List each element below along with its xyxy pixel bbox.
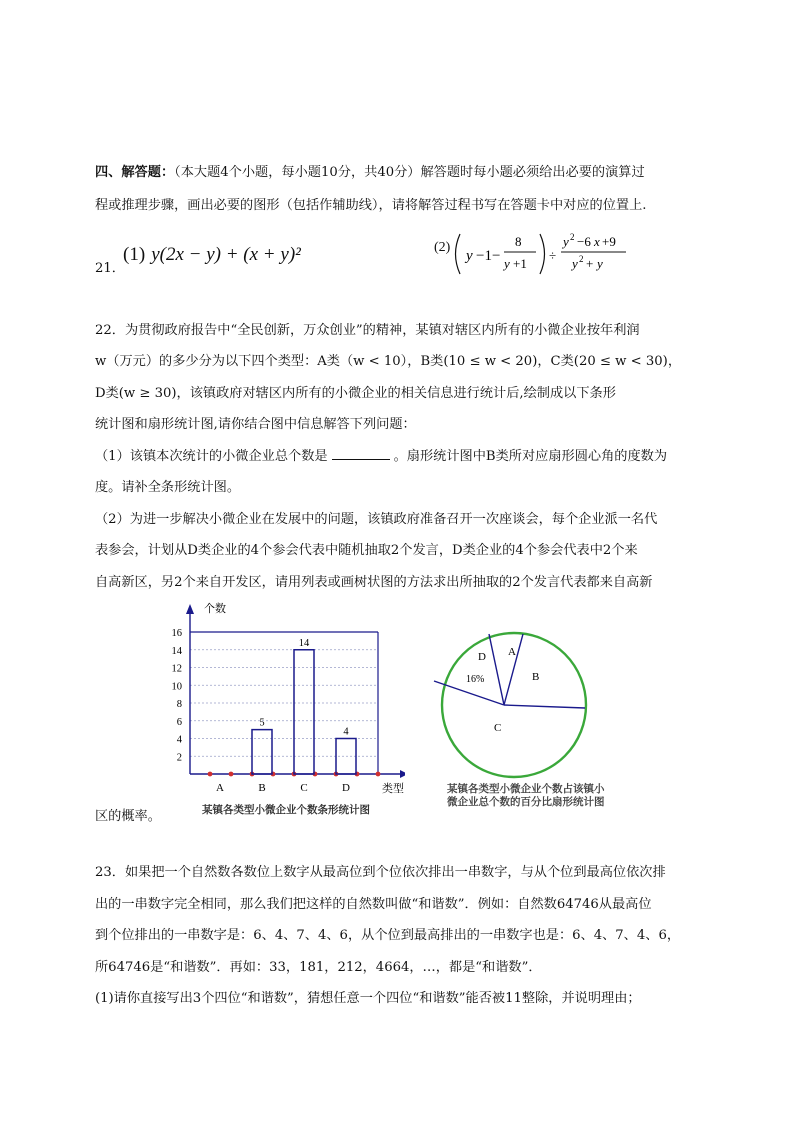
q22-sub1-line-1 — [95, 447, 667, 467]
y-tick-label: 10 — [171, 681, 182, 693]
q23-line-5: (1)请你直接写出3个四位“和谐数”，猜想任意一个四位“和谐数”能否被11整除，并说明理由； — [95, 991, 641, 1006]
q22-line-4: 统计图和扇形统计图,请你结合图中信息解答下列问题： — [95, 417, 416, 432]
axis-dot — [229, 772, 234, 777]
y-axis-arrow — [186, 604, 194, 614]
svg-text:y: y — [563, 234, 569, 249]
y-axis-label: 个数 — [204, 603, 226, 615]
q22-line-1: 22．为贯彻政府报告中“全民创新，万众创业”的精神，某镇对辖区内所有的小微企业按年利润 — [95, 323, 640, 338]
axis-dot — [376, 772, 381, 777]
x-tick-label: C — [300, 782, 308, 794]
q21-number: 21． — [95, 261, 125, 276]
pie-chart-title-line-2: 微企业总个数的百分比扇形统计图 — [447, 796, 605, 808]
x-axis-arrow — [400, 770, 405, 778]
pie-label-C: C — [494, 722, 502, 734]
y-tick-label: 16 — [171, 628, 182, 639]
y-tick-label: 6 — [176, 716, 182, 728]
q21-part2-formula — [434, 228, 644, 280]
svg-text:8: 8 — [515, 234, 522, 249]
q23-line-4: 所64746是“和谐数”．再如：33，181，212，4664，…，都是“和谐数”． — [95, 960, 542, 975]
bar-data-label: 5 — [259, 717, 265, 729]
svg-text:y: y — [572, 256, 578, 271]
section-instructions: （本大题4个小题，每小题10分，共40分）解答题时每小题必须给出必要的演算过 — [174, 165, 645, 180]
bar-chart — [160, 600, 405, 815]
bar-data-label: 4 — [343, 726, 349, 738]
q22-sub2-line-3: 自高新区，另2个来自开发区，请用列表或画树状图的方法求出所抽取的2个发言代表都来自高新 — [95, 575, 653, 590]
q22-sub2-line-1: （2）为进一步解决小微企业在发展中的问题，该镇政府准备召开一次座谈会，每个企业派一名代 — [95, 512, 658, 527]
x-tick-label: B — [258, 782, 266, 794]
q21-part1-label: (1) — [123, 244, 146, 265]
pie-label-A: A — [508, 646, 516, 658]
pie-percent-label: 16% — [466, 674, 485, 685]
q22-sub1-line-2: 度。请补全条形统计图。 — [95, 480, 241, 495]
bar-chart-grid — [190, 632, 378, 774]
q22-answer-blank — [332, 447, 390, 460]
svg-text:−1−: −1− — [476, 248, 501, 264]
q22-sub1-text-a: （1）该镇本次统计的小微企业总个数是 — [95, 449, 328, 464]
pie-label-B: B — [532, 671, 540, 683]
q22-sub1-text-b: 。扇形统计图中B类所对应扇形圆心角的度数为 — [393, 449, 668, 464]
section-line-2: 程或推理步骤，画出必要的图形（包括作辅助线），请将解答过程书写在答题卡中对应的位置上. — [95, 198, 647, 213]
section-line-1 — [95, 163, 645, 183]
pie-label-D: D — [478, 651, 486, 663]
bar — [252, 730, 272, 774]
q23-line-2: 出的一串数字完全相同，那么我们把这样的自然数叫做“和谐数”．例如：自然数64746从最高位 — [95, 897, 652, 912]
x-axis-label: 类型 — [382, 783, 404, 795]
bar-data-label: 14 — [298, 637, 310, 649]
q21-part2 — [434, 228, 644, 280]
svg-text:+9: +9 — [602, 234, 616, 249]
section-heading-colon: ： — [160, 165, 175, 180]
svg-text:+: + — [586, 256, 594, 271]
axis-dot — [208, 772, 213, 777]
svg-text:+1: +1 — [513, 256, 527, 271]
bar — [294, 650, 314, 774]
bar-chart-title: 某镇各类型小微企业个数条形统计图 — [202, 805, 370, 815]
pie-chart-caption — [447, 783, 605, 809]
x-tick-label: A — [216, 782, 224, 794]
q21-part1 — [123, 243, 301, 266]
svg-text:y: y — [504, 256, 510, 271]
svg-text:÷: ÷ — [549, 248, 557, 263]
y-tick-label: 14 — [171, 645, 182, 657]
q22-line-3: D类(w ≥ 30)，该镇政府对辖区内所有的小微企业的相关信息进行统计后,绘制成以下条形 — [95, 386, 616, 401]
q21-part1-expr: y(2x − y) + (x + y)² — [151, 244, 301, 265]
svg-text:−6: −6 — [577, 234, 591, 249]
x-tick-label: D — [342, 782, 350, 794]
svg-text:2: 2 — [570, 232, 575, 242]
q21-part2-label: (2) — [434, 240, 451, 255]
q22-line-2: w（万元）的多少分为以下四个类型：A类（w < 10），B类(10 ≤ w < 20)，C类(20 ≤ w < 30)， — [95, 354, 682, 369]
q23-line-3: 到个位排出的一串数字是：6、4、7、4、6，从个位到最高排出的一串数字也是：6、4、7、4、6， — [95, 928, 681, 943]
q22-sub2-line-2: 表参会，计划从D类企业的4个参会代表中随机抽取2个发言，D类企业的4个参会代表中2个来 — [95, 543, 638, 558]
svg-text:y: y — [597, 256, 603, 271]
svg-text:y: y — [466, 248, 473, 264]
y-tick-label: 2 — [176, 752, 182, 764]
svg-text:x: x — [594, 234, 600, 249]
q23-line-1: 23．如果把一个自然数各数位上数字从最高位到个位依次排出一串数字，与从个位到最高位依次排 — [95, 865, 666, 880]
y-tick-label: 8 — [176, 699, 182, 710]
svg-text:2: 2 — [579, 254, 584, 264]
q22-sub2-line-4: 区的概率。 — [95, 809, 161, 824]
section-heading: 四、解答题 — [95, 165, 161, 180]
y-tick-label: 4 — [176, 734, 182, 746]
y-tick-label: 12 — [171, 663, 182, 675]
pie-chart-title-line-1: 某镇各类型小微企业个数占该镇小 — [447, 783, 605, 795]
